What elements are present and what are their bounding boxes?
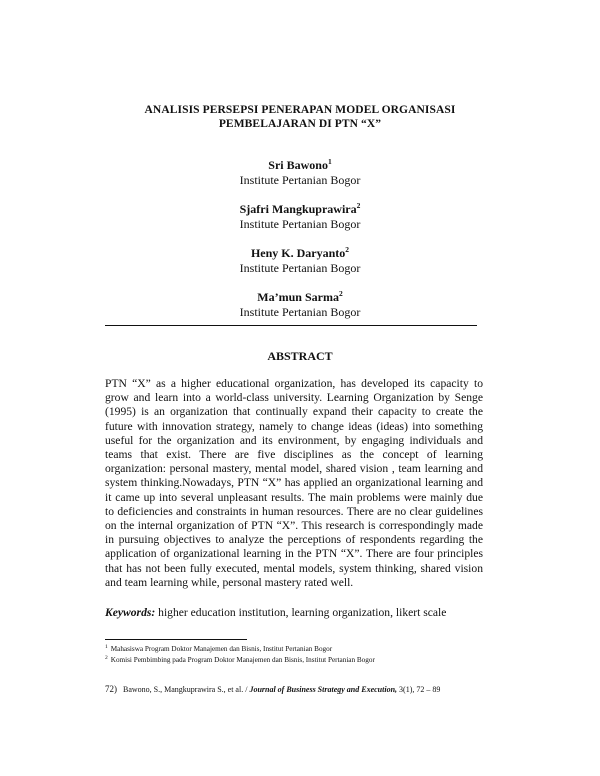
footnote — [105, 655, 505, 666]
footnote — [105, 644, 505, 655]
journal-volume: 3(1), 72 – 89 — [397, 685, 441, 694]
author-affiliation: Institute Pertanian Bogor — [239, 173, 361, 187]
footnotes — [105, 644, 505, 666]
footnote-divider — [105, 639, 247, 640]
author-name: Sri Bawono$^1$ — [268, 157, 332, 172]
author-affiliation: Institute Pertanian Bogor — [239, 217, 361, 231]
author-name: Ma’mun Sarma$^2$ — [257, 289, 343, 304]
author-affiliation: Institute Pertanian Bogor — [239, 261, 361, 275]
keywords-label: Keywords: — [105, 606, 156, 619]
page-footer — [105, 684, 505, 695]
title-line-2: PEMBELAJARAN DI PTN “X” — [218, 118, 382, 130]
footnote-text: Komisi Pembimbing pada Program Doktor Manajemen dan Bisnis, Institut Pertanian Bogor — [110, 656, 375, 664]
footnote-text: Mahasiswa Program Doktor Manajemen dan Bisnis, Institut Pertanian Bogor — [110, 645, 333, 653]
author-footnote-mark: 2 — [356, 201, 361, 210]
abstract-heading: ABSTRACT — [267, 349, 333, 363]
author-name: Sjafri Mangkuprawira$^2$ — [239, 201, 361, 216]
author-affiliation: Institute Pertanian Bogor — [239, 305, 361, 319]
abstract-text: PTN “X” as a higher educational organization, has developed its capacity to grow and learn into a world-class university. Learning Organization by Senge (1995) is an organization that continually expand their capacity to create the future with innovation strategy, namely to change ideas (ideas) into something useful for the organization and its environment, by engaging individuals and teams that exist. There are five disciplines as the concept of learning organization: personal mastery, mental model, shared vision , team learning and system thinking.Nowadays, PTN “X” has applied an organizational learning and it came up into several unpleasant results. The main problems were mainly due to deficiencies and constraints in human resources. There are no clear guidelines on the internal organization of PTN “X”. This research is correspondingly made in pursuing objectives to analyze the perceptions of respondents regarding the application of organizational learning in the PTN “X”. There are four principles that has not been fully executed, mental models, system thinking, shared vision and team learning while, personal mastery rated well. — [105, 377, 483, 589]
author-footnote-mark: 2 — [338, 289, 343, 298]
author-entry — [105, 158, 495, 188]
section-divider — [105, 325, 477, 326]
journal-name: Journal of Business Strategy and Execution, — [249, 685, 398, 694]
page-number: 72) — [105, 684, 117, 694]
paper-title — [105, 103, 495, 131]
author-name: Heny K. Daryanto$^2$ — [250, 245, 350, 260]
author-entry — [105, 246, 495, 276]
author-footnote-mark: 1 — [327, 157, 332, 166]
footnote-mark: 2 — [105, 655, 108, 661]
author-list — [105, 158, 495, 334]
footnote-mark: 1 — [105, 644, 108, 650]
author-footnote-mark: 2 — [345, 245, 350, 254]
footer-authors: Bawono, S., Mangkuprawira S., et al. / — [123, 685, 250, 694]
author-entry — [105, 202, 495, 232]
title-line-1: ANALISIS PERSEPSI PENERAPAN MODEL ORGANISASI — [144, 104, 456, 116]
keywords — [105, 606, 495, 620]
keywords-text: higher education institution, learning organization, likert scale — [155, 606, 447, 619]
author-entry — [105, 290, 495, 320]
